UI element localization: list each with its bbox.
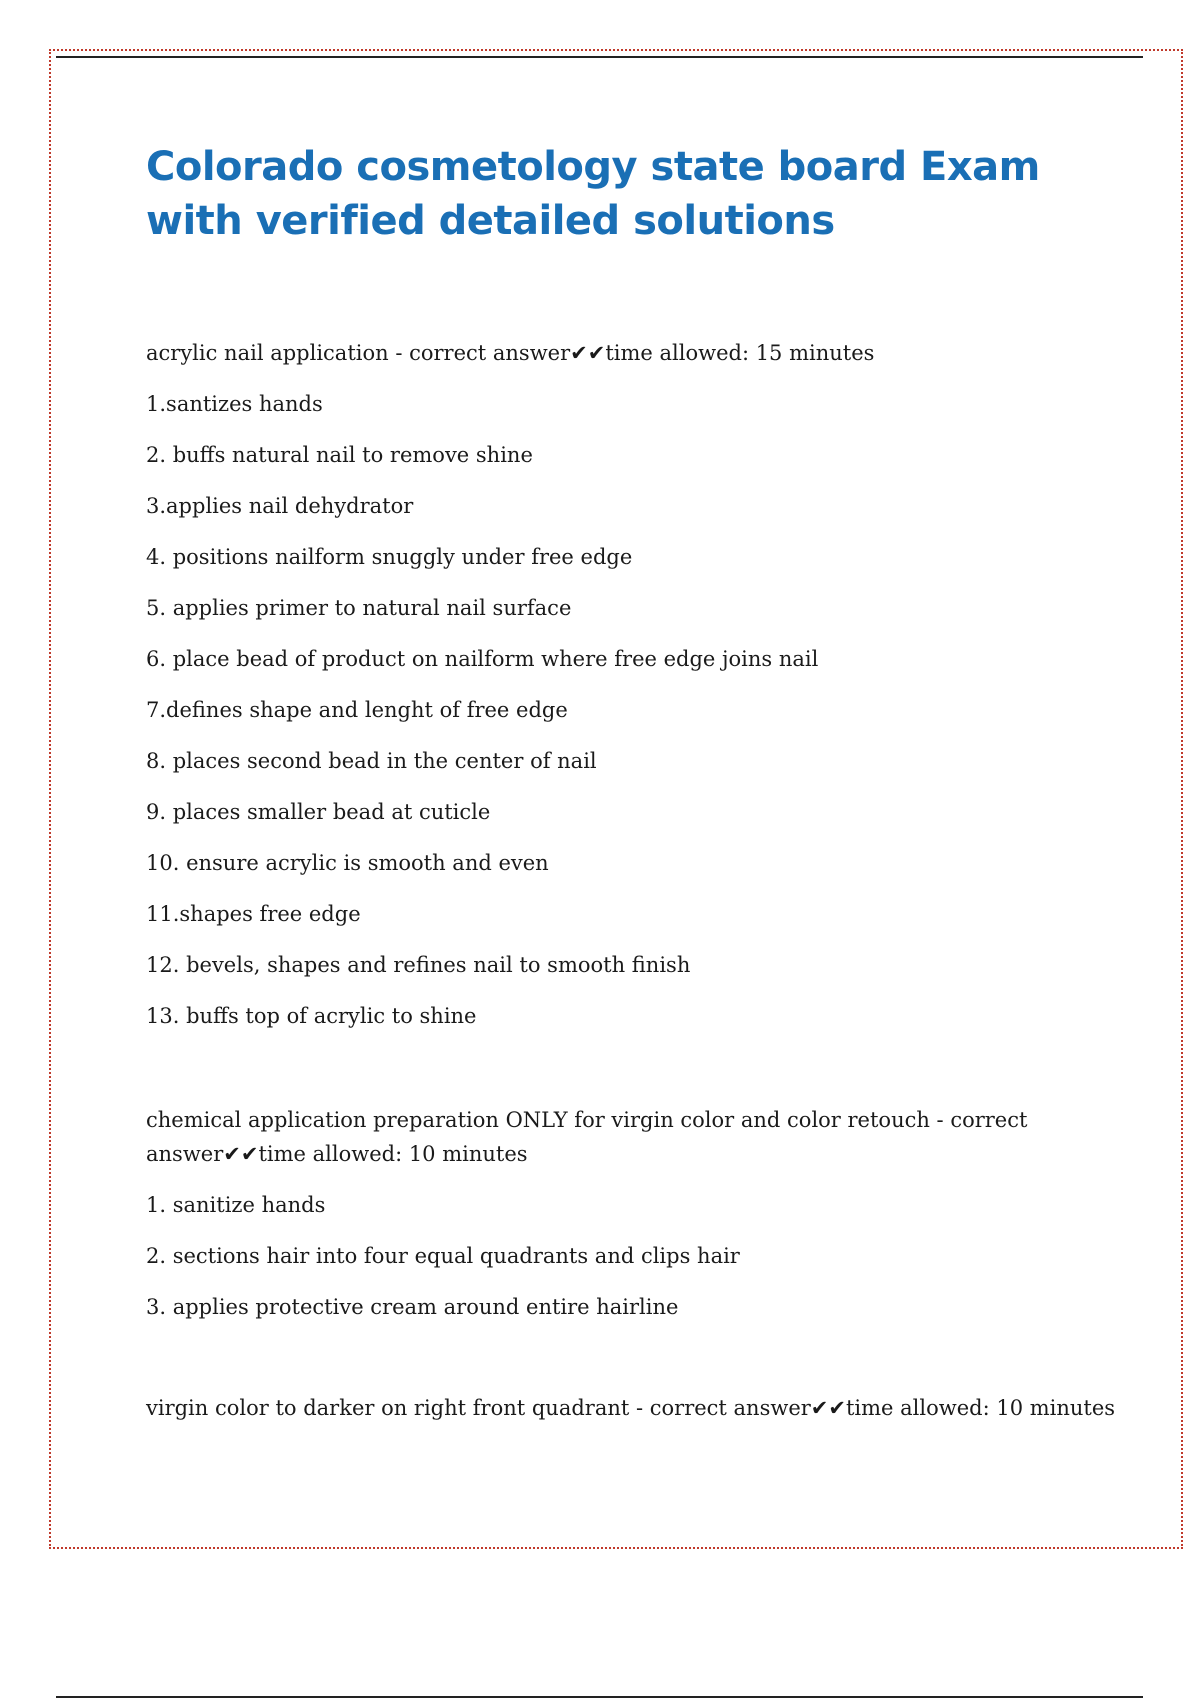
list-item: 7.defines shape and lenght of free edge (146, 698, 568, 722)
list-item: 8. places second bead in the center of nail (146, 749, 597, 773)
list-item: 2. sections hair into four equal quadrants and clips hair (146, 1244, 740, 1268)
list-item: 3.applies nail dehydrator (146, 494, 414, 518)
list-item: 11.shapes free edge (146, 902, 361, 926)
list-item: 10. ensure acrylic is smooth and even (146, 851, 549, 875)
top-rule (56, 56, 1143, 58)
document-title: Colorado cosmetology state board Exam with verified detailed solutions (146, 144, 1040, 244)
section-heading-virgin-color: virgin color to darker on right front quadrant - correct answer✔✔time allowed: 10 minutes (146, 1396, 1116, 1420)
document-body (146, 336, 1116, 1425)
list-item: 1. sanitize hands (146, 1193, 326, 1217)
section-spacer (146, 1050, 1106, 1103)
bottom-rule (56, 1696, 1143, 1698)
list-item: 3. applies protective cream around entire hairline (146, 1295, 679, 1319)
section-heading-acrylic: acrylic nail application - correct answer✔✔time allowed: 15 minutes (146, 341, 875, 365)
list-item: 6. place bead of product on nailform where free edge joins nail (146, 647, 819, 671)
section-heading-chemical: chemical application preparation ONLY for virgin color and color retouch - correct answer✔✔time allowed: 10 minutes (146, 1108, 1028, 1166)
list-item: 13. buffs top of acrylic to shine (146, 1004, 477, 1028)
list-item: 5. applies primer to natural nail surface (146, 596, 572, 620)
page-content (146, 140, 1116, 1442)
list-item: 12. bevels, shapes and refines nail to smooth finish (146, 953, 691, 977)
list-item: 9. places smaller bead at cuticle (146, 800, 491, 824)
list-item: 4. positions nailform snuggly under free edge (146, 545, 633, 569)
section-spacer (146, 1341, 1106, 1391)
list-item: 2. buffs natural nail to remove shine (146, 443, 533, 467)
list-item: 1.santizes hands (146, 392, 323, 416)
